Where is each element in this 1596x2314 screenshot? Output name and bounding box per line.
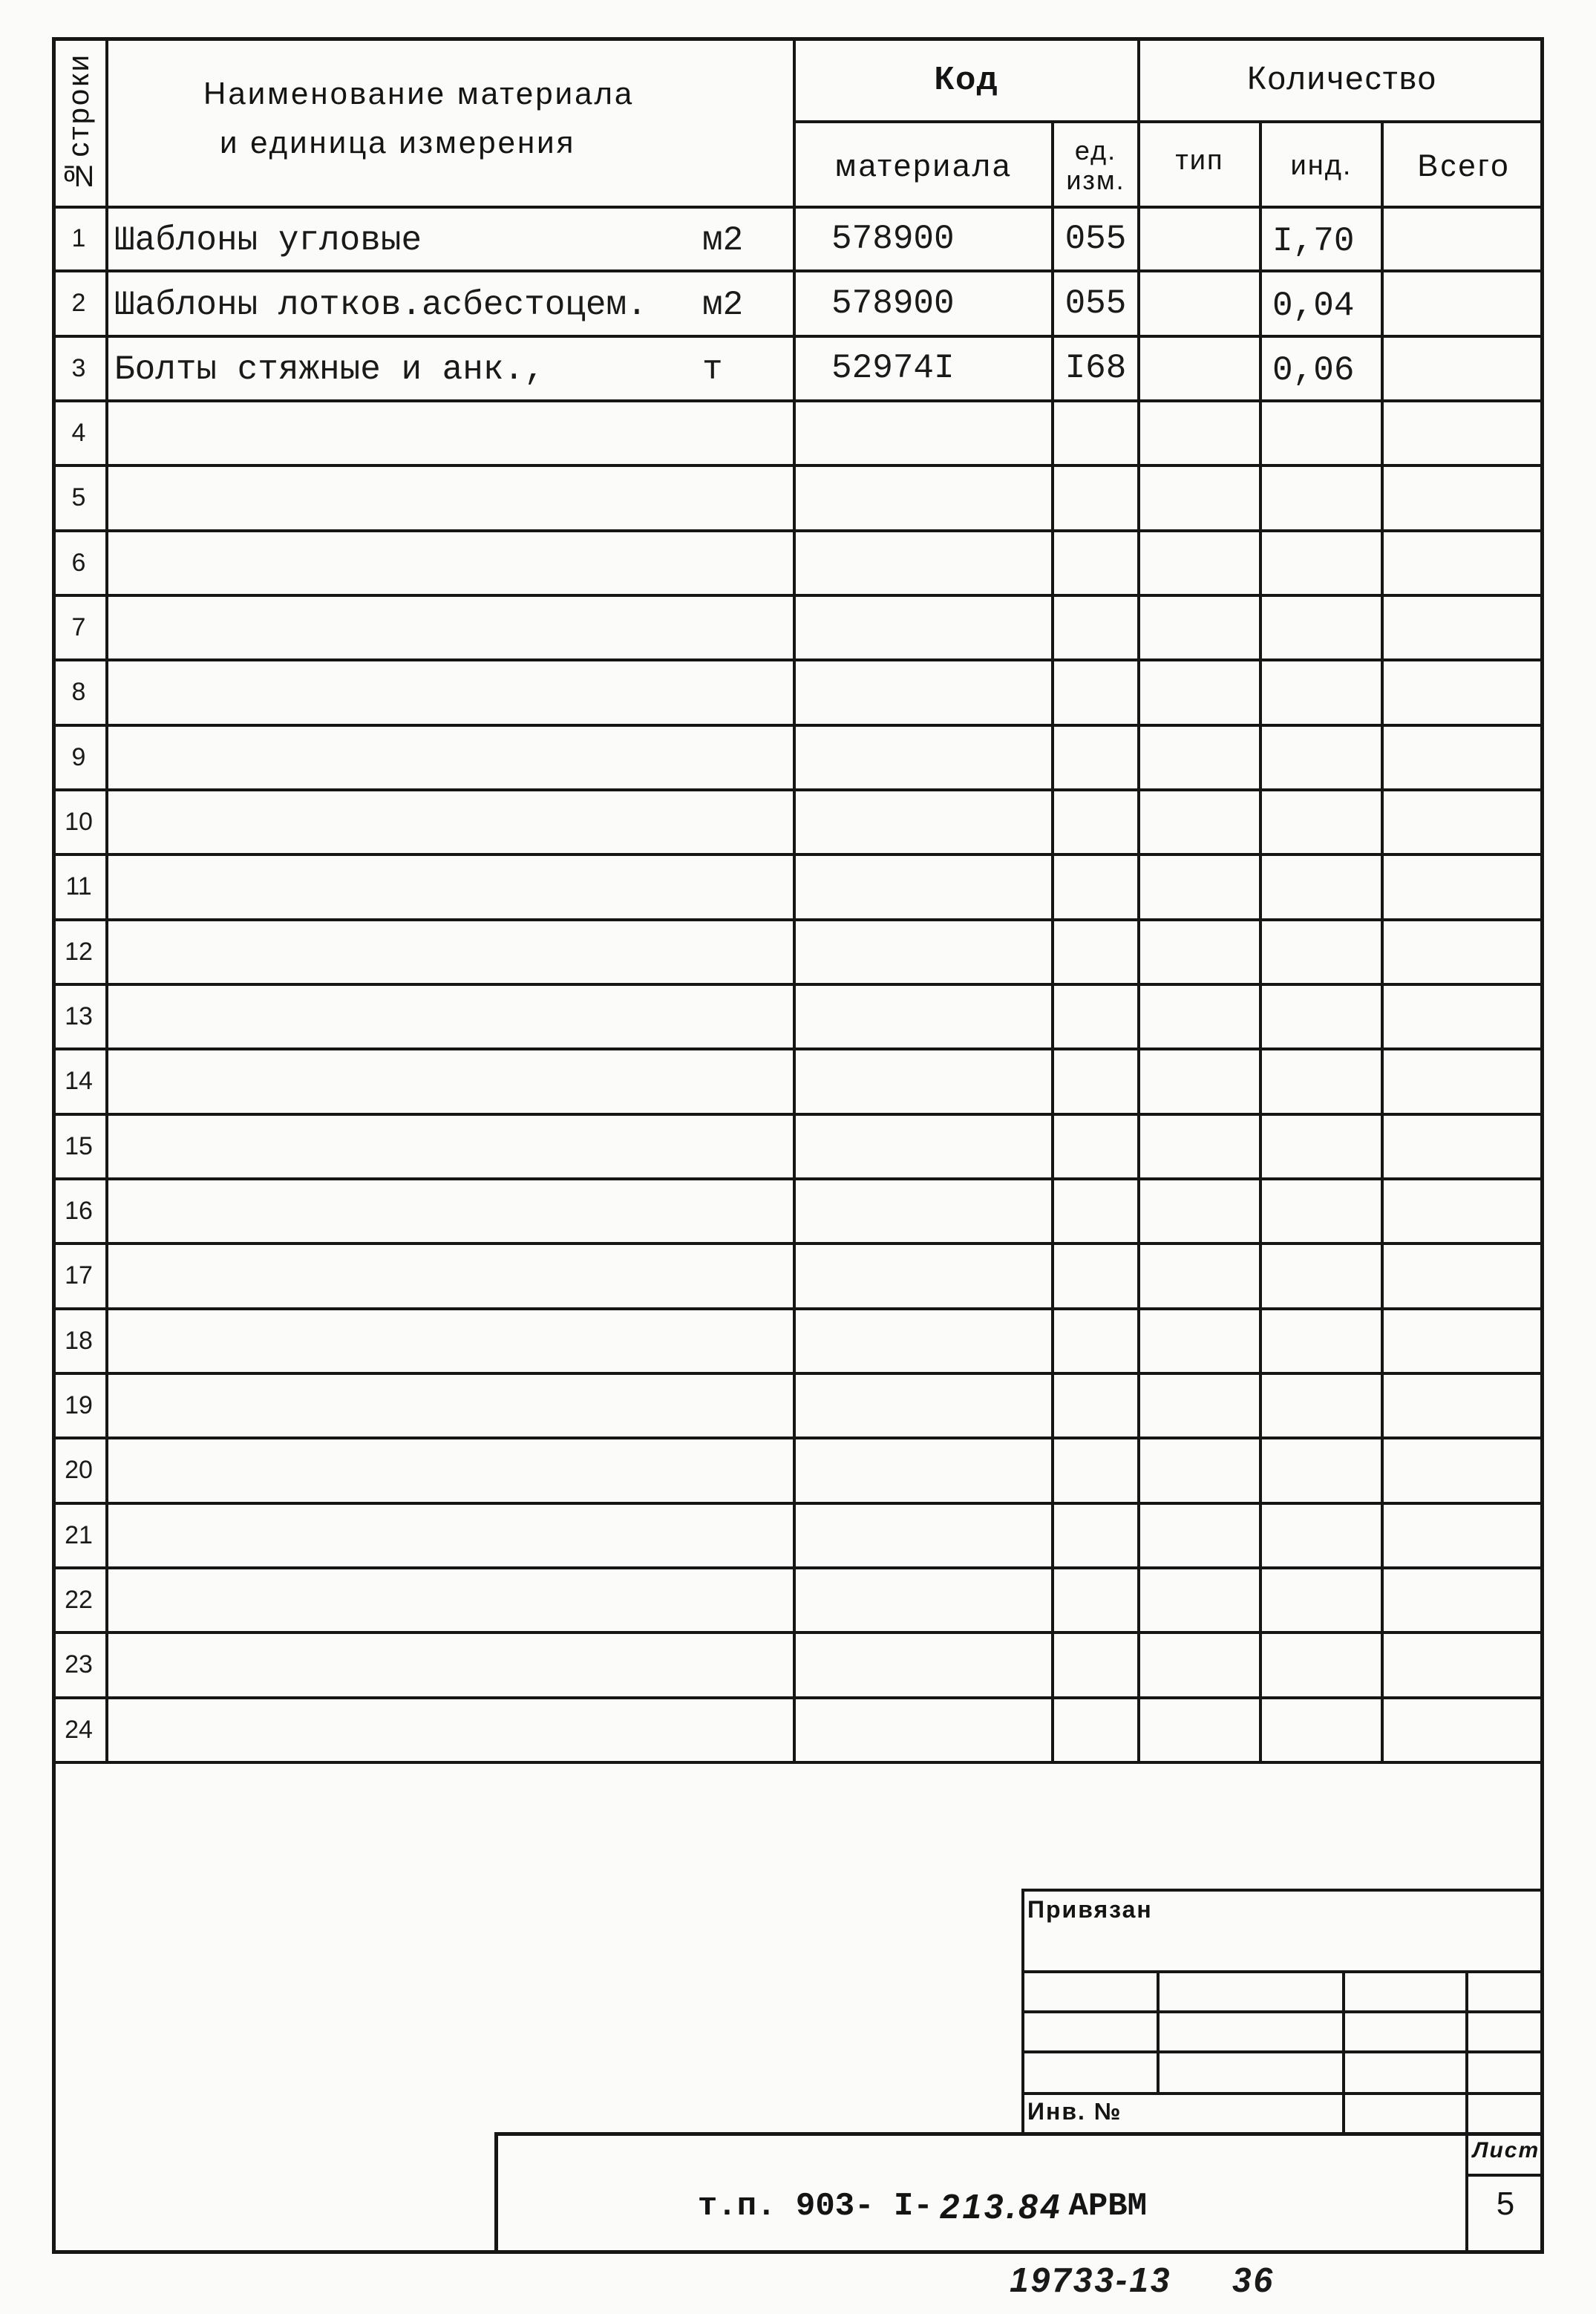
quantity-individual <box>1262 1310 1384 1372</box>
row-number: 20 <box>52 1439 108 1501</box>
quantity-individual <box>1262 532 1384 594</box>
quantity-total <box>1384 402 1544 464</box>
material-name-cell <box>108 856 796 918</box>
material-name-cell <box>108 1050 796 1112</box>
material-name-cell <box>108 1634 796 1696</box>
material-code <box>796 1245 1054 1307</box>
row-number: 13 <box>52 986 108 1047</box>
quantity-type <box>1140 1634 1262 1696</box>
row-number: 2 <box>52 272 108 334</box>
table-row <box>52 1375 1544 1439</box>
header-row-number-label: №строки <box>62 53 95 192</box>
material-name-cell <box>108 1180 796 1242</box>
row-number: 18 <box>52 1310 108 1372</box>
quantity-type <box>1140 1505 1262 1566</box>
table-row <box>52 1180 1544 1245</box>
material-code <box>796 1180 1054 1242</box>
quantity-total <box>1384 921 1544 983</box>
material-name-cell <box>108 661 796 723</box>
quantity-type <box>1140 921 1262 983</box>
header-quantity-total: Всего <box>1417 148 1511 183</box>
table-row <box>52 921 1544 986</box>
header-code-unit <box>1054 123 1140 208</box>
header-code-material: материала <box>796 123 1054 208</box>
header-material-name <box>108 37 796 208</box>
header-quantity: Количество <box>1140 37 1544 123</box>
row-number: 1 <box>52 208 108 269</box>
row-number: 12 <box>52 921 108 983</box>
unit-code <box>1054 1310 1140 1372</box>
quantity-individual <box>1262 1439 1384 1501</box>
material-name-cell <box>108 986 796 1047</box>
unit-code <box>1054 1699 1140 1761</box>
quantity-individual <box>1262 1375 1384 1437</box>
quantity-individual <box>1262 1699 1384 1761</box>
quantity-individual <box>1262 661 1384 723</box>
material-name: Болты стяжные и анк., <box>114 350 545 390</box>
unit-code <box>1054 856 1140 918</box>
table-row <box>52 727 1544 791</box>
header-code-unit-line-1: ед. <box>1074 135 1117 166</box>
material-name: Шаблоны угловые <box>114 220 422 260</box>
table-row <box>52 1699 1544 1764</box>
table-row <box>52 338 1544 402</box>
row-number: 14 <box>52 1050 108 1112</box>
quantity-individual <box>1262 597 1384 658</box>
material-code <box>796 402 1054 464</box>
header-code: Код <box>796 37 1140 123</box>
unit-code <box>1054 532 1140 594</box>
quantity-total <box>1384 1375 1544 1437</box>
row-number: 6 <box>52 532 108 594</box>
quantity-individual <box>1262 467 1384 529</box>
row-number: 21 <box>52 1505 108 1566</box>
row-number: 16 <box>52 1180 108 1242</box>
quantity-total <box>1384 791 1544 853</box>
quantity-type <box>1140 272 1262 334</box>
quantity-individual <box>1262 1116 1384 1177</box>
row-number: 17 <box>52 1245 108 1307</box>
table-row <box>52 1116 1544 1180</box>
material-code <box>796 661 1054 723</box>
material-code <box>796 532 1054 594</box>
unit-code <box>1054 791 1140 853</box>
sheet-label: Лист <box>1472 2138 1540 2163</box>
material-name-cell <box>108 1699 796 1761</box>
quantity-type <box>1140 1180 1262 1242</box>
quantity-individual <box>1262 1569 1384 1631</box>
quantity-individual <box>1262 791 1384 853</box>
quantity-total <box>1384 338 1544 399</box>
material-code <box>796 1050 1054 1112</box>
quantity-type <box>1140 532 1262 594</box>
material-code: 52974I <box>796 338 1054 399</box>
material-code <box>796 1569 1054 1631</box>
row-number: 7 <box>52 597 108 658</box>
quantity-total <box>1384 986 1544 1047</box>
quantity-total <box>1384 1050 1544 1112</box>
unit-code <box>1054 1116 1140 1177</box>
material-name: Шаблоны лотков.асбестоцем. <box>114 286 647 325</box>
unit-of-measure: м2 <box>702 286 744 325</box>
table-row <box>52 272 1544 337</box>
quantity-total <box>1384 1569 1544 1631</box>
unit-code <box>1054 921 1140 983</box>
material-code <box>796 791 1054 853</box>
quantity-type <box>1140 402 1262 464</box>
quantity-individual: 0,06 <box>1262 338 1384 399</box>
material-code <box>796 921 1054 983</box>
material-name-cell <box>108 1439 796 1501</box>
quantity-individual <box>1262 1505 1384 1566</box>
quantity-total <box>1384 1505 1544 1566</box>
stamp-column-divider <box>1157 1970 1160 2095</box>
material-code <box>796 1699 1054 1761</box>
quantity-total <box>1384 1245 1544 1307</box>
header-quantity-individual: инд. <box>1262 123 1384 208</box>
material-name-cell <box>108 1310 796 1372</box>
header-name-line-1: Наименование материала <box>203 76 635 111</box>
designation-suffix: АРВМ <box>1068 2187 1148 2225</box>
material-code: 578900 <box>796 208 1054 269</box>
header-quantity-type: тип <box>1140 123 1262 208</box>
quantity-type <box>1140 1116 1262 1177</box>
quantity-type <box>1140 1310 1262 1372</box>
unit-code <box>1054 661 1140 723</box>
unit-code <box>1054 1439 1140 1501</box>
quantity-individual: I,70 <box>1262 208 1384 269</box>
row-number: 22 <box>52 1569 108 1631</box>
quantity-individual <box>1262 986 1384 1047</box>
quantity-total <box>1384 856 1544 918</box>
document-designation <box>498 2136 1465 2254</box>
material-name-cell <box>108 1116 796 1177</box>
table-row <box>52 791 1544 856</box>
quantity-type <box>1140 1439 1262 1501</box>
material-name-cell <box>108 597 796 658</box>
unit-code <box>1054 1180 1140 1242</box>
quantity-type <box>1140 1375 1262 1437</box>
unit-code <box>1054 597 1140 658</box>
quantity-total <box>1384 467 1544 529</box>
quantity-individual <box>1262 1180 1384 1242</box>
unit-code <box>1054 402 1140 464</box>
quantity-type <box>1140 1050 1262 1112</box>
inventory-label: Инв. № <box>1027 2098 1122 2125</box>
quantity-total <box>1384 1310 1544 1372</box>
quantity-type <box>1140 1245 1262 1307</box>
quantity-type <box>1140 661 1262 723</box>
quantity-individual <box>1262 1245 1384 1307</box>
quantity-total <box>1384 597 1544 658</box>
row-number: 5 <box>52 467 108 529</box>
unit-of-measure: м2 <box>702 220 744 260</box>
material-code <box>796 856 1054 918</box>
material-code: 578900 <box>796 272 1054 334</box>
quantity-individual <box>1262 402 1384 464</box>
table-row <box>52 661 1544 726</box>
table-row <box>52 1050 1544 1115</box>
quantity-type <box>1140 597 1262 658</box>
material-code <box>796 1375 1054 1437</box>
material-name-cell <box>108 467 796 529</box>
material-name-cell <box>108 921 796 983</box>
quantity-total <box>1384 272 1544 334</box>
unit-code: I68 <box>1054 338 1140 399</box>
material-code <box>796 727 1054 788</box>
material-name-cell <box>108 727 796 788</box>
material-name-cell <box>108 272 796 334</box>
table-row <box>52 1245 1544 1310</box>
material-name-cell <box>108 791 796 853</box>
material-name-cell <box>108 1375 796 1437</box>
quantity-individual <box>1262 856 1384 918</box>
table-row <box>52 1505 1544 1569</box>
row-number: 11 <box>52 856 108 918</box>
row-number: 4 <box>52 402 108 464</box>
material-name-cell <box>108 1569 796 1631</box>
table-row <box>52 1310 1544 1375</box>
material-name-cell <box>108 402 796 464</box>
quantity-individual: 0,04 <box>1262 272 1384 334</box>
row-number: 24 <box>52 1699 108 1761</box>
row-number: 15 <box>52 1116 108 1177</box>
row-number: 8 <box>52 661 108 723</box>
table-body <box>52 208 1544 1764</box>
unit-code <box>1054 727 1140 788</box>
unit-code <box>1054 986 1140 1047</box>
quantity-type <box>1140 1699 1262 1761</box>
quantity-total <box>1384 727 1544 788</box>
unit-code <box>1054 1050 1140 1112</box>
table-row <box>52 597 1544 661</box>
material-code <box>796 1116 1054 1177</box>
material-name-cell <box>108 532 796 594</box>
material-name-cell <box>108 1505 796 1566</box>
quantity-total <box>1384 661 1544 723</box>
quantity-type <box>1140 467 1262 529</box>
quantity-type <box>1140 791 1262 853</box>
quantity-total <box>1384 1116 1544 1177</box>
designation-handwritten: 213.84 <box>940 2186 1063 2226</box>
quantity-individual <box>1262 1634 1384 1696</box>
row-number: 9 <box>52 727 108 788</box>
material-code <box>796 1505 1054 1566</box>
table-row <box>52 1439 1544 1504</box>
quantity-individual <box>1262 727 1384 788</box>
material-code <box>796 1310 1054 1372</box>
table-row <box>52 208 1544 272</box>
unit-code <box>1054 1375 1140 1437</box>
row-number: 23 <box>52 1634 108 1696</box>
table-row <box>52 467 1544 532</box>
material-code <box>796 1439 1054 1501</box>
unit-code: 055 <box>1054 208 1140 269</box>
quantity-type <box>1140 1569 1262 1631</box>
material-name-cell <box>108 1245 796 1307</box>
sheet-label-divider <box>1467 2174 1544 2177</box>
unit-code: 055 <box>1054 272 1140 334</box>
stamp-column-divider <box>1342 1970 1345 2132</box>
unit-of-measure: т <box>702 350 723 390</box>
unit-code <box>1054 467 1140 529</box>
quantity-individual <box>1262 921 1384 983</box>
designation-prefix: т.п. 903- I- <box>697 2187 933 2225</box>
quantity-total <box>1384 532 1544 594</box>
quantity-type <box>1140 727 1262 788</box>
unit-code <box>1054 1505 1140 1566</box>
table-row <box>52 1569 1544 1634</box>
quantity-type <box>1140 986 1262 1047</box>
unit-code <box>1054 1634 1140 1696</box>
row-number: 3 <box>52 338 108 399</box>
unit-code <box>1054 1245 1140 1307</box>
handwritten-archive-number: 19733-13 <box>1010 2261 1172 2299</box>
row-number: 19 <box>52 1375 108 1437</box>
material-code <box>796 1634 1054 1696</box>
quantity-type <box>1140 208 1262 269</box>
table-row <box>52 402 1544 467</box>
header-code-unit-line-2: изм. <box>1066 165 1125 195</box>
handwritten-page-number: 36 <box>1232 2261 1275 2299</box>
material-name-cell <box>108 338 796 399</box>
row-number: 10 <box>52 791 108 853</box>
table-row <box>52 856 1544 921</box>
table-row <box>52 1634 1544 1699</box>
material-name-cell <box>108 208 796 269</box>
header-row-number <box>52 37 108 208</box>
quantity-type <box>1140 338 1262 399</box>
quantity-total <box>1384 1180 1544 1242</box>
unit-code <box>1054 1569 1140 1631</box>
quantity-individual <box>1262 1050 1384 1112</box>
quantity-total <box>1384 1634 1544 1696</box>
material-code <box>796 467 1054 529</box>
sheet-number: 5 <box>1496 2186 1515 2222</box>
material-code <box>796 597 1054 658</box>
linked-label: Привязан <box>1027 1896 1153 1923</box>
table-row <box>52 986 1544 1050</box>
header-name-line-2: и единица измерения <box>220 125 576 160</box>
quantity-total <box>1384 208 1544 269</box>
quantity-total <box>1384 1439 1544 1501</box>
quantity-type <box>1140 856 1262 918</box>
material-code <box>796 986 1054 1047</box>
quantity-total <box>1384 1699 1544 1761</box>
table-row <box>52 532 1544 597</box>
